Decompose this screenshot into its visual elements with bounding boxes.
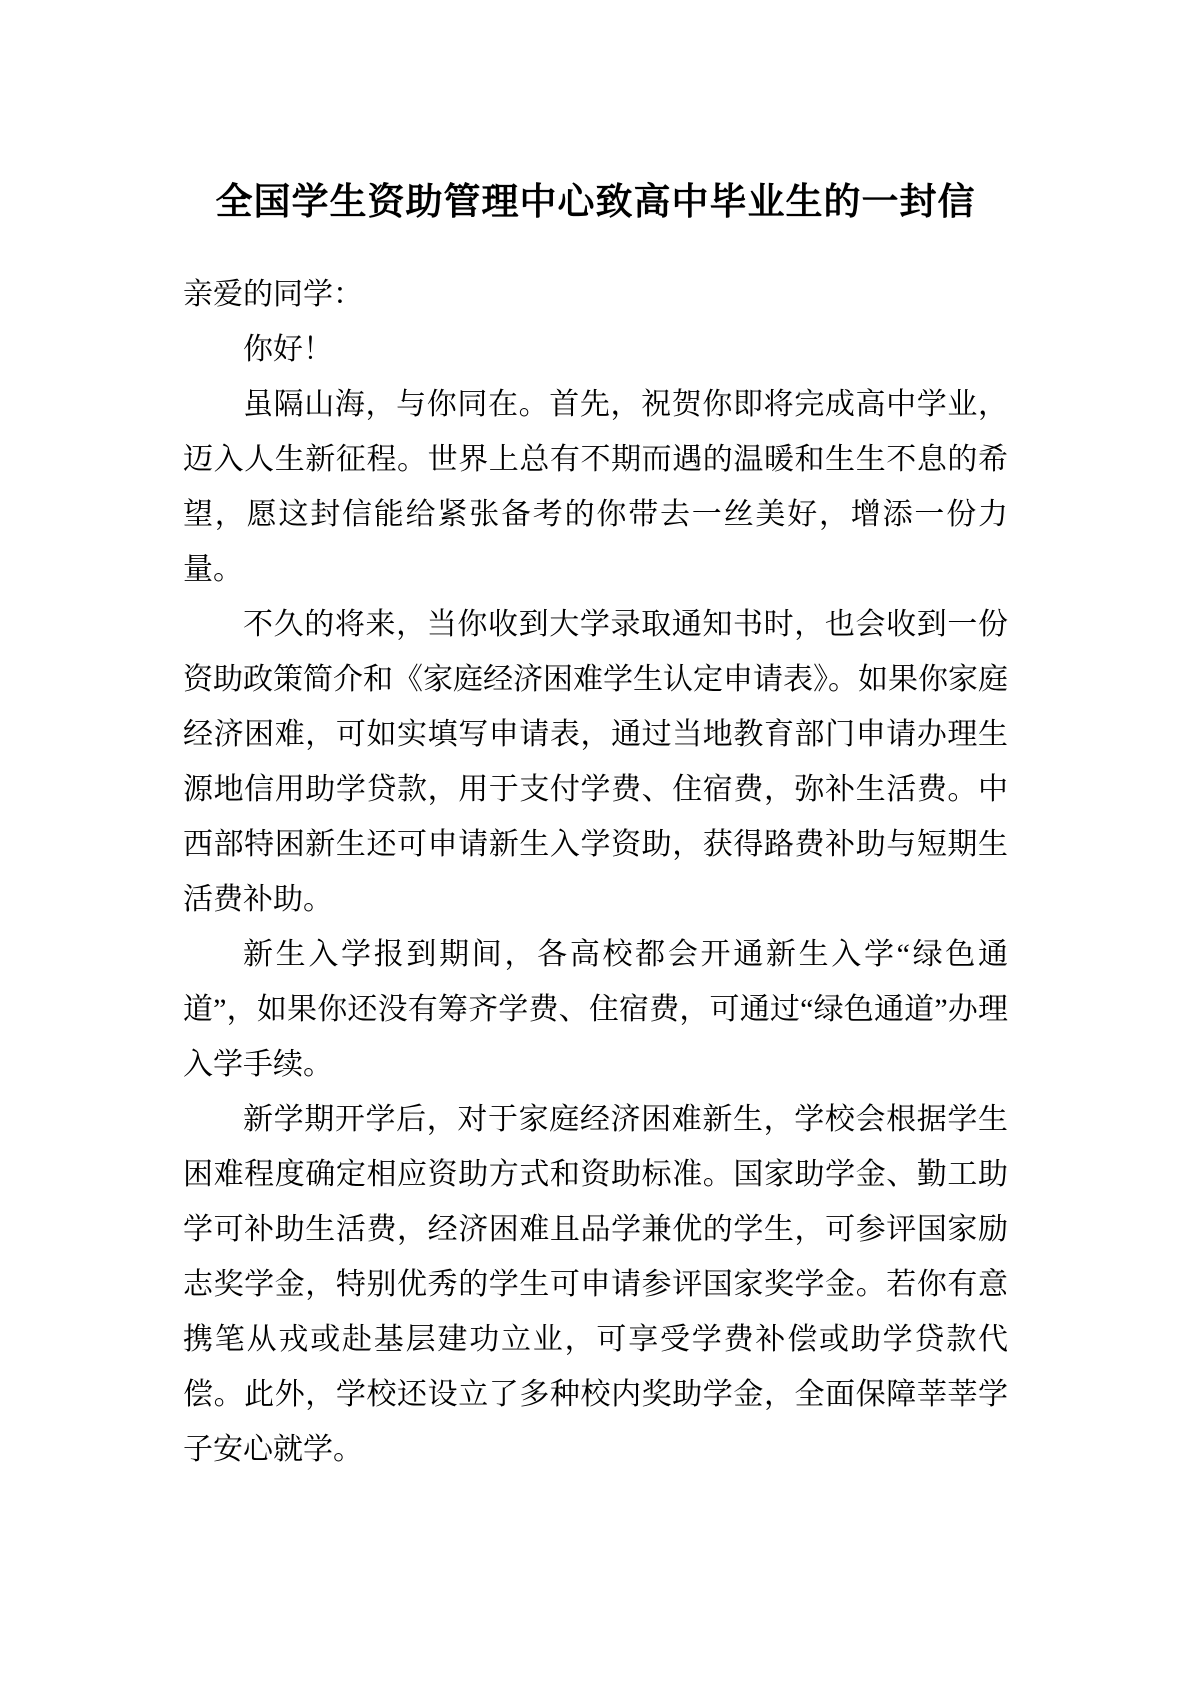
greeting-line: 你好！ <box>243 333 333 366</box>
paragraph-2: 不久的将来，当你收到大学录取通知书时，也会收到一份资助政策简介和《家庭经济困难学生认定申请表》。如果你家庭经济困难，可如实填写申请表，通过当地教育部门申请办理生源地信用助学贷款，用于支付学费、住宿费，弥补生活费。中西部特困新生还可申请新生入学资助，获得路费补助与短期生活费补助。 <box>183 608 1008 916</box>
paragraph-4: 新学期开学后，对于家庭经济困难新生，学校会根据学生困难程度确定相应资助方式和资助标准。国家助学金、勤工助学可补助生活费，经济困难且品学兼优的学生，可参评国家励志奖学金，特别优秀的学生可申请参评国家奖学金。若你有意携笔从戎或赴基层建功立业，可享受学费补偿或助学贷款代偿。此外，学校还设立了多种校内奖助学金，全面保障莘莘学子安心就学。 <box>183 1103 1008 1466</box>
salutation-line: 亲爱的同学： <box>183 278 363 311</box>
paragraph-3: 新生入学报到期间，各高校都会开通新生入学“绿色通道”，如果你还没有筹齐学费、住宿费，可通过“绿色通道”办理入学手续。 <box>183 938 1008 1081</box>
letter-body <box>183 267 1008 1477</box>
paragraph-1: 虽隔山海，与你同在。首先，祝贺你即将完成高中学业，迈入人生新征程。世界上总有不期而遇的温暖和生生不息的希望，愿这封信能给紧张备考的你带去一丝美好，增添一份力量。 <box>183 388 1008 586</box>
document-title: 全国学生资助管理中心致高中毕业生的一封信 <box>215 181 976 222</box>
